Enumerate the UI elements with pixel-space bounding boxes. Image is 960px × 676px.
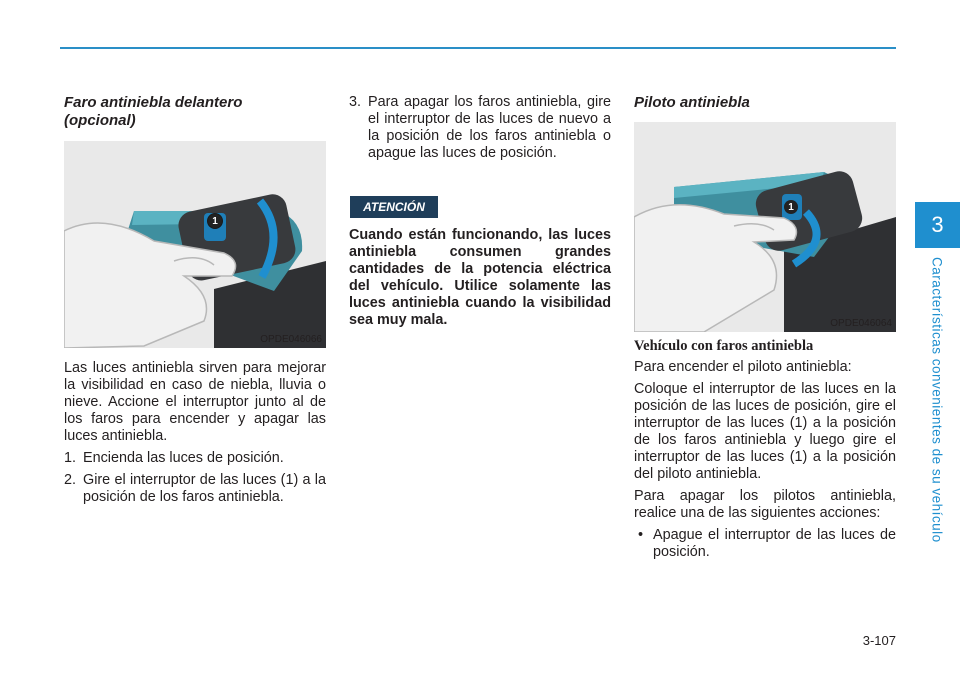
paragraph: Para apagar los pilotos antiniebla, realice una de las siguientes acciones:: [634, 488, 896, 521]
attention-badge: [350, 196, 438, 218]
page-number: 3-107: [862, 633, 896, 648]
heading-line-2: (opcional): [64, 112, 136, 129]
step-number: 1.: [64, 450, 77, 466]
step-number: 2.: [64, 472, 77, 488]
right-body: [634, 359, 896, 566]
section-heading-rear-fog: Piloto antiniebla: [634, 94, 750, 111]
bullet-text: Apague el interruptor de las luces de posición.: [653, 527, 896, 560]
heading-line-1: Faro antiniebla delantero: [64, 94, 243, 111]
chapter-title: Características convenientes de su vehículo: [929, 257, 945, 543]
figure-front-fog-switch: [64, 141, 326, 348]
figure-code: OPDE046066: [260, 334, 322, 345]
attention-text: Cuando están funcionando, las luces antiniebla consumen grandes cantidades de la potencia eléctrica del vehículo. Utilice solamente las luces antiniebla cuando la visibilidad sea muy mala.: [349, 227, 611, 328]
header-rule: [60, 47, 896, 49]
step-3: [349, 94, 611, 162]
section-heading-front-fog: [64, 94, 324, 130]
step-text: Para apagar los faros antiniebla, gire el interruptor de las luces de nuevo a la posición de los faros antiniebla o apague las luces de posición.: [368, 94, 611, 161]
step-1: [64, 450, 326, 467]
chapter-side-title: [914, 255, 960, 545]
middle-body: [349, 94, 611, 167]
stalk-hand-illustration: [64, 141, 326, 348]
stalk-hand-illustration: [634, 122, 896, 332]
subheading-with-fog-lamps: Vehículo con faros antiniebla: [634, 338, 814, 354]
step-text: Gire el interruptor de las luces (1) a la posición de los faros antiniebla.: [83, 472, 326, 505]
step-text: Encienda las luces de posición.: [83, 450, 284, 466]
step-2: [64, 472, 326, 506]
paragraph: Coloque el interruptor de las luces en la posición de las luces de posición, gire el interruptor de las luces (1) a la posición de los faros antiniebla y luego gire el interruptor de las luces (1) a la posición del piloto antiniebla.: [634, 381, 896, 482]
paragraph: Para encender el piloto antiniebla:: [634, 359, 852, 375]
figure-rear-fog-switch: [634, 122, 896, 332]
chapter-tab: [915, 202, 960, 248]
switch-marker-1: 1: [784, 200, 798, 214]
switch-marker-1: 1: [208, 214, 222, 228]
step-number: 3.: [349, 94, 362, 110]
intro-paragraph: Las luces antiniebla sirven para mejorar la visibilidad en caso de niebla, lluvia o nieve. Accione el interruptor junto al de los faros para encender y apagar las luces antiniebla.: [64, 360, 326, 444]
attention-label: ATENCIÓN: [363, 200, 425, 214]
bullet-mark: •: [638, 527, 644, 543]
bullet-item: [634, 527, 896, 561]
chapter-number: 3: [931, 212, 944, 237]
figure-code: OPDE046064: [830, 318, 892, 329]
left-body: [64, 360, 326, 511]
